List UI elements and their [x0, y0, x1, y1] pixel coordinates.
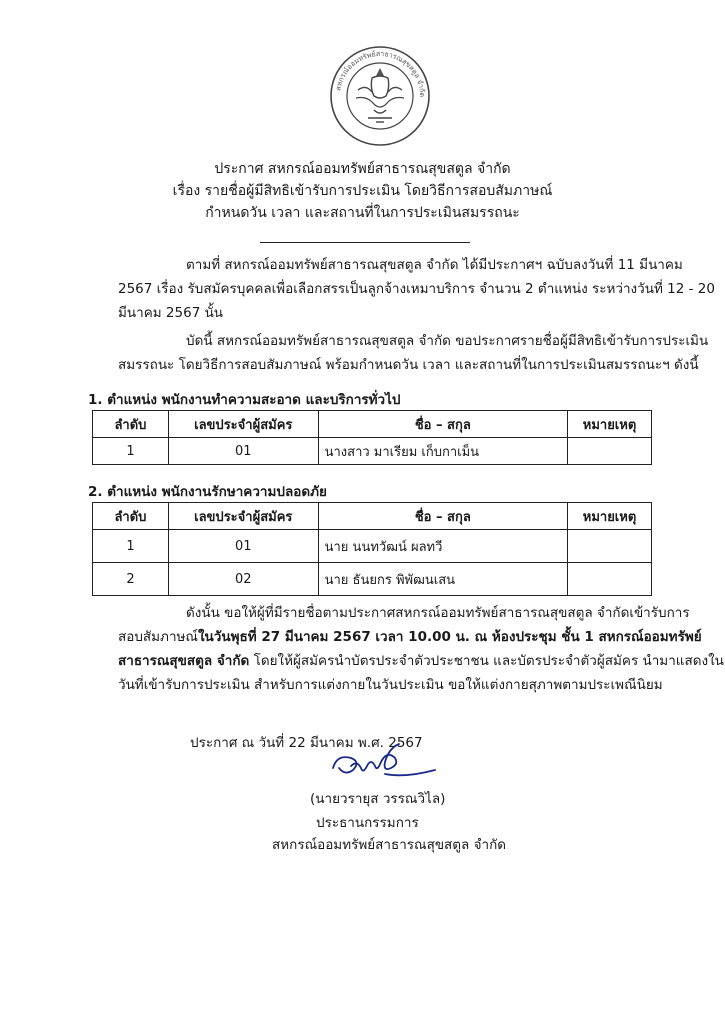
column-header-applicant-no: เลขประจำผู้สมัคร	[168, 411, 318, 438]
column-header-applicant-no: เลขประจำผู้สมัคร	[168, 503, 318, 530]
svg-text:สหกรณ์ออมทรัพย์สาธารณสุขสตูล จ: สหกรณ์ออมทรัพย์สาธารณสุขสตูล จำกัด	[334, 49, 427, 98]
cell-order: 2	[93, 563, 169, 596]
closing-line-2	[118, 624, 702, 650]
section-1-title: 1. ตำแหน่ง พนักงานทำความสะอาด และบริการทั่วไป	[88, 392, 401, 408]
closing-line-1: ดังนั้น ขอให้ผู้ที่มีรายชื่อตามประกาศสหกรณ์ออมทรัพย์สาธารณสุขสตูล จำกัดเข้ารับการ	[186, 605, 690, 621]
column-header-order: ลำดับ	[93, 411, 169, 438]
cell-name: นางสาว มาเรียม เก็บกาเม็น	[318, 438, 567, 465]
cell-order: 1	[93, 438, 169, 465]
closing-line-3-plain: โดยให้ผู้สมัครนำบัตรประจำตัวประชาชน และบัตรประจำตัวผู้สมัคร นำมาแสดงใน	[249, 653, 724, 669]
cell-name: นาย ธันยกร พิพัฒนเสน	[318, 563, 567, 596]
table-header-row	[93, 411, 652, 438]
paragraph-2-line-1: บัดนี้ สหกรณ์ออมทรัพย์สาธารณสุขสตูล จำกัด ขอประกาศรายชื่อผู้มีสิทธิเข้ารับการประเมิน	[186, 333, 709, 349]
column-header-remark: หมายเหตุ	[568, 503, 652, 530]
closing-line-2-plain: สอบสัมภาษณ์	[118, 629, 198, 645]
divider-line	[260, 242, 470, 243]
cooperative-seal-emblem	[328, 44, 432, 148]
section-2-table	[92, 502, 652, 596]
column-header-name: ชื่อ – สกุล	[318, 411, 567, 438]
table-row	[93, 438, 652, 465]
cell-remark	[568, 530, 652, 563]
paragraph-1-line-1: ตามที่ สหกรณ์ออมทรัพย์สาธารณสุขสตูล จำกัด ได้มีประกาศฯ ฉบับลงวันที่ 11 มีนาคม	[186, 257, 683, 273]
announcement-subject: เรื่อง รายชื่อผู้มีสิทธิเข้ารับการประเมิน โดยวิธีการสอบสัมภาษณ์	[172, 183, 553, 199]
signer-organization: สหกรณ์ออมทรัพย์สาธารณสุขสตูล จำกัด	[272, 837, 507, 853]
column-header-remark: หมายเหตุ	[568, 411, 652, 438]
table-header-row	[93, 503, 652, 530]
paragraph-1-line-2: 2567 เรื่อง รับสมัครบุคคลเพื่อเลือกสรรเป็นลูกจ้างเหมาบริการ จำนวน 2 ตำแหน่ง ระหว่างวันที่ 12 - 20	[118, 281, 715, 297]
column-header-name: ชื่อ – สกุล	[318, 503, 567, 530]
table-row	[93, 530, 652, 563]
cell-remark	[568, 438, 652, 465]
closing-line-3	[118, 648, 724, 674]
announcement-title: ประกาศ สหกรณ์ออมทรัพย์สาธารณสุขสตูล จำกัด	[214, 161, 511, 177]
signer-position: ประธานกรรมการ	[316, 815, 419, 831]
column-header-order: ลำดับ	[93, 503, 169, 530]
cell-remark	[568, 563, 652, 596]
cell-applicant-no: 01	[168, 438, 318, 465]
signer-name: (นายวรายุส วรรณวิไล)	[310, 791, 446, 807]
closing-line-2-bold: ในวันพุธที่ 27 มีนาคม 2567 เวลา 10.00 น. ณ ห้องประชุม ชั้น 1 สหกรณ์ออมทรัพย์	[197, 629, 702, 645]
handwritten-signature	[325, 738, 445, 788]
cell-order: 1	[93, 530, 169, 563]
cell-applicant-no: 02	[168, 563, 318, 596]
paragraph-2-line-2: สมรรถนะ โดยวิธีการสอบสัมภาษณ์ พร้อมกำหนดวัน เวลา และสถานที่ในการประเมินสมรรถนะฯ ดังนี้	[118, 357, 699, 373]
cell-applicant-no: 01	[168, 530, 318, 563]
closing-line-4: วันที่เข้ารับการประเมิน สำหรับการแต่งกายในวันประเมิน ขอให้แต่งกายสุภาพตามประเพณีนิยม	[118, 677, 663, 693]
closing-line-3-bold: สาธารณสุขสตูล จำกัด	[118, 653, 250, 669]
cell-name: นาย นนทวัฒน์ ผลทวี	[318, 530, 567, 563]
paragraph-1-line-3: มีนาคม 2567 นั้น	[118, 305, 224, 321]
section-2-title: 2. ตำแหน่ง พนักงานรักษาความปลอดภัย	[88, 484, 327, 500]
announcement-subtitle: กำหนดวัน เวลา และสถานที่ในการประเมินสมรรถนะ	[205, 205, 520, 221]
section-1-table	[92, 410, 652, 465]
table-row	[93, 563, 652, 596]
announcement-date: ประกาศ ณ วันที่ 22 มีนาคม พ.ศ. 2567	[190, 735, 423, 751]
